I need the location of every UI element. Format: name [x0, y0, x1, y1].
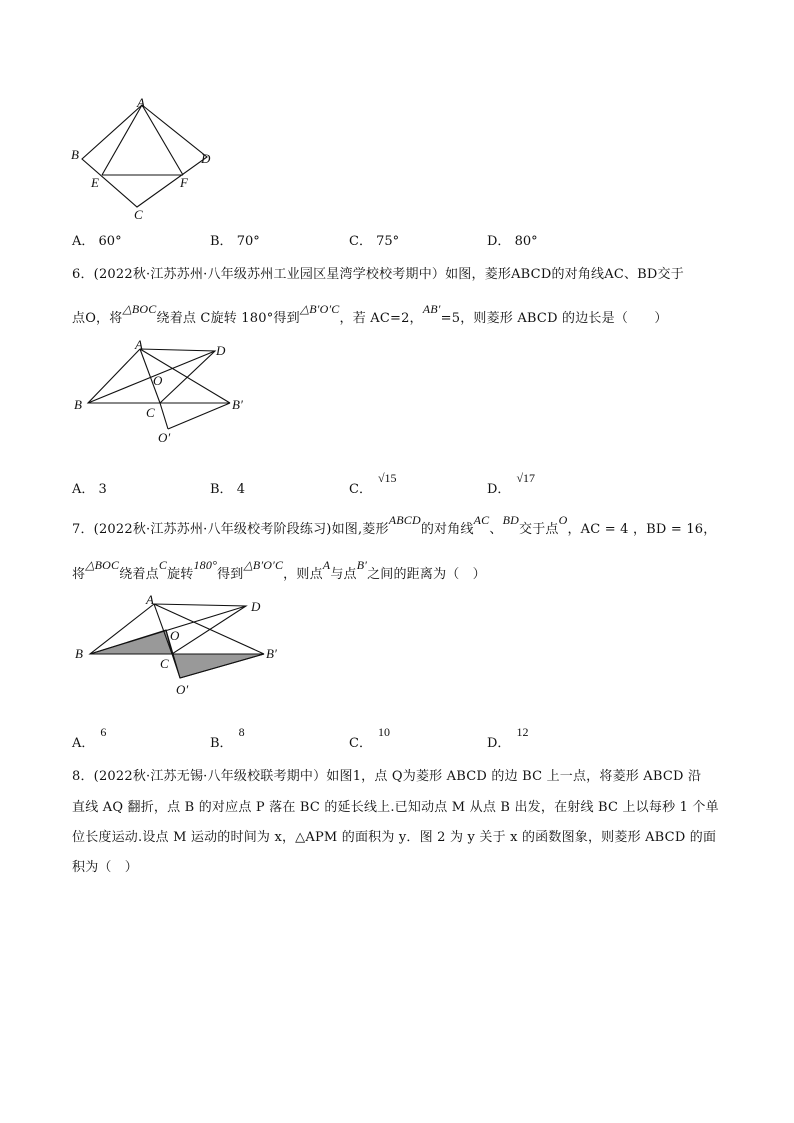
fig6-label-b: B	[74, 397, 82, 412]
fig6-segment-bpop	[168, 403, 230, 429]
q6-option-d: D．√17	[487, 471, 536, 497]
fig7-label-b: B	[75, 646, 83, 661]
fig7-label-d: D	[251, 599, 261, 614]
fig5-segment-ae	[102, 105, 142, 175]
q6-stem-line2: 点O，将△BOC绕着点 C旋转 180°得到△B′O′C，若 AC=2，AB′=5，则菱形 ABCD 的边长是（ ）	[72, 302, 668, 326]
q5-option-d: D． 80°	[487, 234, 538, 249]
fig5-label-a: A	[137, 95, 145, 110]
fig5-label-c: C	[134, 207, 143, 222]
fig5-label-e: E	[91, 175, 99, 190]
fig7-label-c: C	[160, 656, 169, 671]
q8-stem-line3: 位长度运动.设点 M 运动的时间为 x，△APM 的面积为 y．图 2 为 y 关于 x 的函数图象，则菱形 ABCD 的面	[72, 830, 717, 845]
fig6-segment-cop	[160, 403, 168, 429]
q8-stem-line2: 直线 AQ 翻折，点 B 的对应点 P 落在 BC 的延长线上.已知动点 M 从点 B 出发，在射线 BC 上以每秒 1 个单	[72, 800, 719, 815]
q7-option-a: A．6	[72, 725, 107, 751]
fig7-label-bp: B′	[266, 646, 277, 661]
q7-option-b: B．8	[210, 725, 245, 751]
fig5-segment-af	[142, 105, 183, 175]
fig5-rhombus	[82, 105, 207, 207]
fig6-diagonal-bd	[88, 351, 215, 403]
fig6-label-c: C	[146, 405, 155, 420]
q5-option-a: A． 60°	[72, 234, 122, 249]
fig7-label-op: O′	[176, 682, 189, 697]
fig5-label-f: F	[180, 175, 188, 190]
fig7-label-o: O	[170, 628, 180, 643]
q5-option-b: B． 70°	[210, 234, 260, 249]
fig6-label-o: O	[153, 373, 163, 388]
fig6-label-op: O′	[158, 430, 171, 445]
q6-option-a: A． 3	[72, 482, 107, 497]
fig5-label-d: D	[201, 151, 211, 166]
q6-stem-line1: 6．(2022秋·江苏苏州·八年级苏州工业园区星湾学校校考期中）如图，菱形ABCD的对角线AC、BD交于	[72, 267, 684, 282]
fig6-label-d: D	[216, 343, 226, 358]
fig6-label-bp: B′	[232, 397, 243, 412]
q6-option-b: B． 4	[210, 482, 245, 497]
q7-option-d: D．12	[487, 725, 529, 751]
q7-option-c: C．10	[349, 725, 390, 751]
figure-q7	[70, 590, 290, 700]
q5-option-c: C． 75°	[349, 234, 400, 249]
fig7-label-a: A	[146, 592, 154, 607]
fig5-label-b: B	[71, 147, 79, 162]
figure-q6	[70, 335, 270, 445]
q8-stem-line4: 积为（ ）	[72, 860, 139, 875]
q7-stem-line2: 将△BOC绕着点C旋转180°得到△B′O′C，则点A与点B′之间的距离为（ ）	[72, 558, 486, 582]
q6-option-c: C．√15	[349, 471, 397, 497]
q7-stem-line1: 7．(2022秋·江苏苏州·八年级校考阶段练习)如图,菱形ABCD的对角线AC、BD交于点O，AC = 4 ，BD = 16，	[72, 513, 717, 537]
q8-stem-line1: 8．(2022秋·江苏无锡·八年级校联考期中）如图1，点 Q为菱形 ABCD 的边 BC 上一点，将菱形 ABCD 沿	[72, 769, 702, 784]
fig6-label-a: A	[135, 337, 143, 352]
figure-q5	[70, 95, 220, 225]
